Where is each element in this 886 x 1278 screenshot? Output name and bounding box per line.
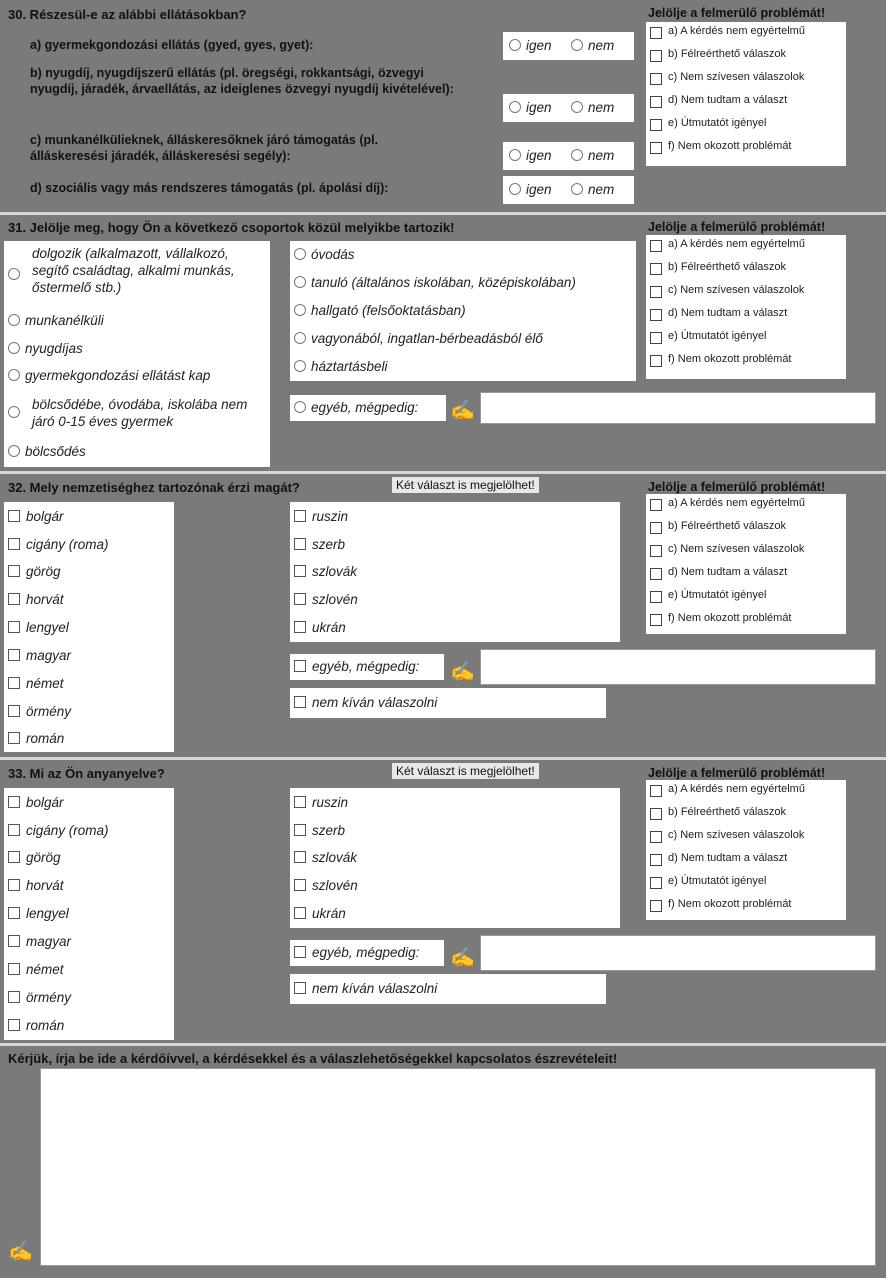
q30-row-c-choices [503, 142, 634, 170]
q33-option-greek[interactable]: görög [8, 850, 61, 866]
q32-problem-a: a) A kérdés nem egyértelmű [668, 497, 805, 509]
q30-problem-c-checkbox[interactable] [650, 73, 662, 85]
q30-c-yes[interactable]: igen [509, 148, 552, 164]
q31-problem-header: Jelölje a felmerülő problémát! [648, 220, 826, 234]
q32-section [0, 474, 886, 757]
q30-section [0, 0, 886, 212]
pencil-icon: ✍ [8, 1241, 33, 1263]
q32-problem-panel [646, 494, 846, 634]
q30-row-a-label: a) gyermekgondozási ellátás (gyed, gyes, gyet): [30, 38, 314, 52]
q32-option-romanian[interactable]: román [8, 731, 64, 747]
q33-option-decline[interactable]: nem kíván válaszolni [294, 981, 437, 997]
q31-problem-b-checkbox[interactable] [650, 263, 662, 275]
q32-problem-b: b) Félreérthető válaszok [668, 520, 786, 532]
q32-problem-c: c) Nem szívesen válaszolok [668, 543, 805, 555]
q31-problem-d: d) Nem tudtam a választ [668, 307, 788, 319]
q32-decline-box [290, 688, 606, 718]
q33-problem-panel [646, 780, 846, 920]
pencil-icon: ✍ [450, 661, 475, 683]
q30-problem-f: f) Nem okozott problémát [668, 140, 792, 152]
q30-title: 30. Részesül-e az alábbi ellátásokban? [8, 7, 247, 22]
q33-option-slovak[interactable]: szlovák [294, 850, 357, 866]
comments-title: Kérjük, írja be ide a kérdőívvel, a kérdésekkel és a válaszlehetőségekkel kapcsolatos észrevételeit! [8, 1051, 618, 1066]
q32-title: 32. Mely nemzetiséghez tartozónak érzi magát? [8, 480, 300, 495]
q30-problem-b-checkbox[interactable] [650, 50, 662, 62]
q31-option-student[interactable]: tanuló (általános iskolában, középiskolában) [294, 275, 576, 291]
q32-option-rusyn[interactable]: ruszin [294, 509, 348, 525]
q30-problem-e: e) Útmutatót igényel [668, 117, 767, 129]
q31-right-options [290, 241, 636, 381]
q33-problem-e-checkbox[interactable] [650, 877, 662, 889]
q32-option-hungarian[interactable]: magyar [8, 648, 71, 664]
q32-problem-header: Jelölje a felmerülő problémát! [648, 480, 826, 494]
q31-problem-e-checkbox[interactable] [650, 332, 662, 344]
q31-problem-f: f) Nem okozott problémát [668, 353, 792, 365]
q30-d-yes[interactable]: igen [509, 182, 552, 198]
q30-problem-d-checkbox[interactable] [650, 96, 662, 108]
q30-row-d-label: d) szociális vagy más rendszeres támogatás (pl. ápolási díj): [30, 181, 389, 195]
q33-option-armenian[interactable]: örmény [8, 990, 71, 1006]
q33-problem-c: c) Nem szívesen válaszolok [668, 829, 805, 841]
q30-problem-d: d) Nem tudtam a választ [668, 94, 788, 106]
q33-problem-d-checkbox[interactable] [650, 854, 662, 866]
q32-option-roma[interactable]: cigány (roma) [8, 537, 109, 553]
q33-option-ukrainian[interactable]: ukrán [294, 906, 346, 922]
q31-problem-panel [646, 235, 846, 379]
q33-option-croatian[interactable]: horvát [8, 878, 64, 894]
q33-option-roma[interactable]: cigány (roma) [8, 823, 109, 839]
q31-option-nursery[interactable]: bölcsődés [8, 444, 86, 460]
comments-textarea[interactable] [40, 1068, 876, 1266]
q30-d-no[interactable]: nem [571, 182, 614, 198]
q33-left-options [4, 788, 174, 1040]
q32-problem-a-checkbox[interactable] [650, 499, 662, 511]
q31-other-input[interactable] [480, 392, 876, 424]
q32-option-decline[interactable]: nem kíván válaszolni [294, 695, 437, 711]
q32-problem-d: d) Nem tudtam a választ [668, 566, 788, 578]
q33-option-polish[interactable]: lengyel [8, 906, 69, 922]
q31-option-university[interactable]: hallgató (felsőoktatásban) [294, 303, 466, 319]
q31-problem-d-checkbox[interactable] [650, 309, 662, 321]
q30-row-b-choices [503, 94, 634, 122]
q31-left-options [4, 241, 270, 467]
q30-problem-e-checkbox[interactable] [650, 119, 662, 131]
q31-section [0, 215, 886, 471]
q30-problem-c: c) Nem szívesen válaszolok [668, 71, 805, 83]
q32-option-other[interactable]: egyéb, mégpedig: [294, 659, 419, 675]
q32-option-serbian[interactable]: szerb [294, 537, 345, 553]
q32-option-slovene[interactable]: szlovén [294, 592, 358, 608]
q33-right-options [290, 788, 620, 928]
q33-option-other[interactable]: egyéb, mégpedig: [294, 945, 419, 961]
q30-problem-panel [646, 22, 846, 166]
q33-decline-box [290, 974, 606, 1004]
q31-option-child-0-15[interactable]: bölcsődébe, óvodába, iskolába nem járó 0-15 éves gyermek [8, 396, 266, 430]
q30-problem-header: Jelölje a felmerülő problémát! [648, 6, 826, 20]
q33-problem-c-checkbox[interactable] [650, 831, 662, 843]
q32-problem-d-checkbox[interactable] [650, 568, 662, 580]
q30-problem-b: b) Félreérthető válaszok [668, 48, 786, 60]
q32-option-ukrainian[interactable]: ukrán [294, 620, 346, 636]
q32-option-croatian[interactable]: horvát [8, 592, 64, 608]
q33-problem-b-checkbox[interactable] [650, 808, 662, 820]
q31-problem-a-checkbox[interactable] [650, 240, 662, 252]
q30-row-c-label: c) munkanélkülieknek, álláskeresőknek járó támogatás (pl. álláskeresési járadék, álláskeresési segély): [30, 133, 379, 163]
q33-other-input[interactable] [480, 935, 876, 971]
q33-problem-b: b) Félreérthető válaszok [668, 806, 786, 818]
q32-problem-e: e) Útmutatót igényel [668, 589, 767, 601]
q30-a-yes[interactable]: igen [509, 38, 552, 54]
q31-option-property[interactable]: vagyonából, ingatlan-bérbeadásból élő [294, 331, 543, 347]
q30-b-no[interactable]: nem [571, 100, 614, 116]
q30-problem-a-checkbox[interactable] [650, 27, 662, 39]
q32-problem-f: f) Nem okozott problémát [668, 612, 792, 624]
q30-row-a-choices [503, 32, 634, 60]
pencil-icon: ✍ [450, 947, 475, 969]
q31-problem-b: b) Félreérthető válaszok [668, 261, 786, 273]
q32-problem-f-checkbox[interactable] [650, 614, 662, 626]
q31-option-other[interactable]: egyéb, mégpedig: [294, 400, 418, 416]
q31-option-childcare[interactable]: gyermekgondozási ellátást kap [8, 368, 210, 384]
q31-option-household[interactable]: háztartásbeli [294, 359, 388, 375]
q30-problem-f-checkbox[interactable] [650, 142, 662, 154]
q31-problem-e: e) Útmutatót igényel [668, 330, 767, 342]
q32-option-polish[interactable]: lengyel [8, 620, 69, 636]
q33-problem-a-checkbox[interactable] [650, 785, 662, 797]
q32-problem-b-checkbox[interactable] [650, 522, 662, 534]
q30-a-no[interactable]: nem [571, 38, 614, 54]
q31-problem-c: c) Nem szívesen válaszolok [668, 284, 805, 296]
q33-option-german[interactable]: német [8, 962, 64, 978]
q32-option-bulgarian[interactable]: bolgár [8, 509, 64, 525]
q30-b-yes[interactable]: igen [509, 100, 552, 116]
q33-option-slovene[interactable]: szlovén [294, 878, 358, 894]
q33-option-hungarian[interactable]: magyar [8, 934, 71, 950]
q31-problem-a: a) A kérdés nem egyértelmű [668, 238, 805, 250]
q33-section [0, 760, 886, 1043]
q32-option-armenian[interactable]: örmény [8, 704, 71, 720]
q32-option-greek[interactable]: görög [8, 564, 61, 580]
q32-left-options [4, 502, 174, 752]
q30-c-no[interactable]: nem [571, 148, 614, 164]
pencil-icon: ✍ [450, 400, 475, 422]
q32-problem-c-checkbox[interactable] [650, 545, 662, 557]
q33-title: 33. Mi az Ön anyanyelve? [8, 766, 165, 781]
q33-other-box [290, 940, 444, 966]
q31-option-unemployed[interactable]: munkanélküli [8, 313, 104, 329]
q33-problem-a: a) A kérdés nem egyértelmű [668, 783, 805, 795]
q31-title: 31. Jelölje meg, hogy Ön a következő csoportok közül melyikbe tartozik! [8, 220, 455, 235]
q33-option-rusyn[interactable]: ruszin [294, 795, 348, 811]
q33-option-romanian[interactable]: román [8, 1018, 64, 1034]
q32-option-german[interactable]: német [8, 676, 64, 692]
q32-other-box [290, 654, 444, 680]
q31-option-pensioner[interactable]: nyugdíjas [8, 341, 83, 357]
q31-problem-f-checkbox[interactable] [650, 355, 662, 367]
comments-section [0, 1046, 886, 1278]
q32-right-options [290, 502, 620, 642]
q31-option-kindergarten[interactable]: óvodás [294, 247, 355, 263]
q30-row-d-choices [503, 176, 634, 204]
q33-option-serbian[interactable]: szerb [294, 823, 345, 839]
q33-problem-f-checkbox[interactable] [650, 900, 662, 912]
q31-other-box [290, 395, 446, 421]
q31-option-working[interactable]: dolgozik (alkalmazott, vállalkozó, segítő családtag, alkalmi munkás, őstermelő stb.) [8, 245, 266, 296]
q30-problem-a: a) A kérdés nem egyértelmű [668, 25, 805, 37]
q31-problem-c-checkbox[interactable] [650, 286, 662, 298]
q33-problem-header: Jelölje a felmerülő problémát! [648, 766, 826, 780]
q32-option-slovak[interactable]: szlovák [294, 564, 357, 580]
q32-problem-e-checkbox[interactable] [650, 591, 662, 603]
q32-other-input[interactable] [480, 649, 876, 685]
q33-problem-d: d) Nem tudtam a választ [668, 852, 788, 864]
q33-problem-f: f) Nem okozott problémát [668, 898, 792, 910]
q30-row-b-label: b) nyugdíj, nyugdíjszerű ellátás (pl. öregségi, rokkantsági, özvegyi nyugdíj, járadék, árvaellátás, az ideiglenes özvegyi nyugdíj kivételével): [30, 66, 454, 96]
q33-option-bulgarian[interactable]: bolgár [8, 795, 64, 811]
q32-note: Két választ is megjelölhet! [392, 477, 539, 493]
q33-note: Két választ is megjelölhet! [392, 763, 539, 779]
q33-problem-e: e) Útmutatót igényel [668, 875, 767, 887]
